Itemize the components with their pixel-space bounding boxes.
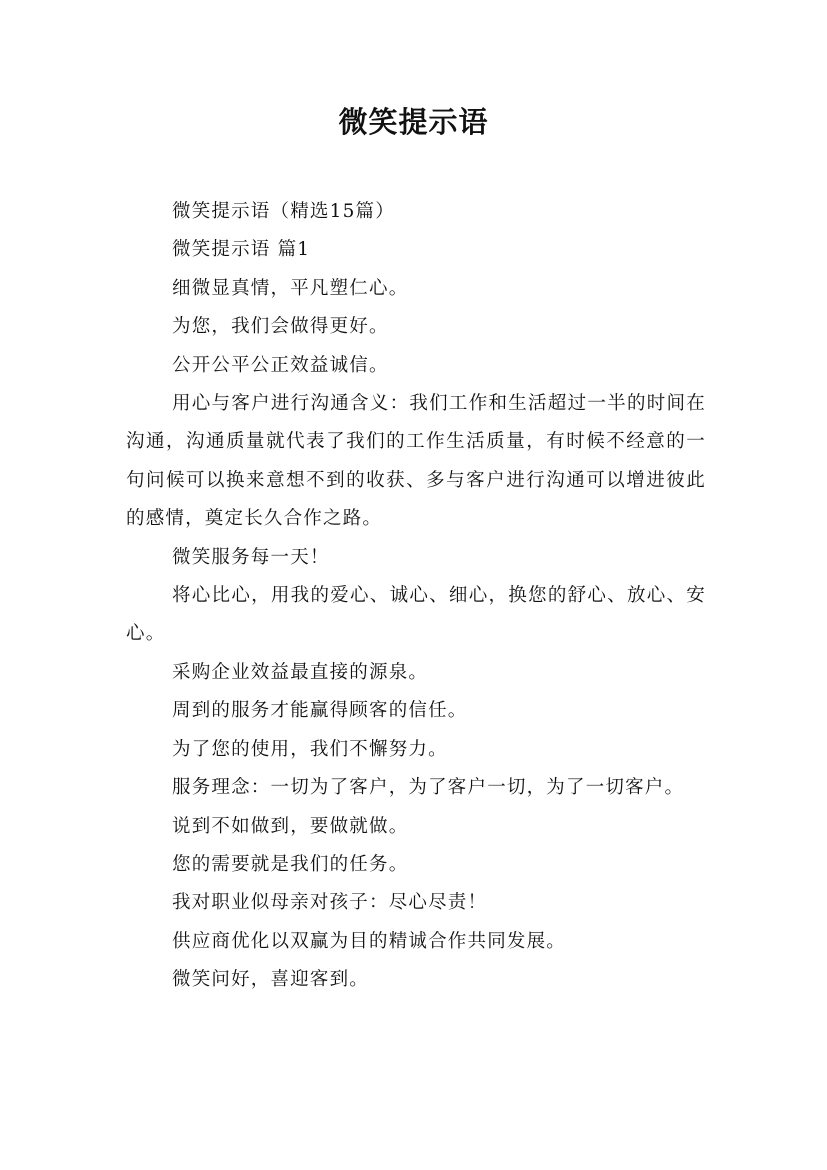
paragraph: 说到不如做到，要做就做。 <box>172 815 409 837</box>
paragraph: 微笑问好，喜迎客到。 <box>172 969 370 991</box>
paragraph: 细微显真情，平凡塑仁心。 <box>172 277 409 299</box>
paragraph: 周到的服务才能赢得顾客的信任。 <box>172 700 468 722</box>
paragraph: 公开公平公正效益诚信。 <box>172 354 389 376</box>
paragraph: 您的需要就是我们的任务。 <box>172 853 409 875</box>
paragraph: 我对职业似母亲对孩子：尽心尽责！ <box>172 892 488 914</box>
paragraph: 供应商优化以双赢为目的精诚合作共同发展。 <box>172 930 567 952</box>
paragraph: 采购企业效益最直接的源泉。 <box>172 661 429 683</box>
paragraph: 将心比心，用我的爱心、诚心、细心，换您的舒心、放心、安心。 <box>126 585 706 645</box>
document-body <box>126 193 706 1000</box>
paragraph: 为您，我们会做得更好。 <box>172 316 389 338</box>
paragraph: 用心与客户进行沟通含义：我们工作和生活超过一半的时间在沟通，沟通质量就代表了我们的工作生活质量，有时候不经意的一句问候可以换来意想不到的收获、多与客户进行沟通可以增进彼此的感情，奠定长久合作之路。 <box>126 393 706 530</box>
paragraph: 为了您的使用，我们不懈努力。 <box>172 738 448 760</box>
document-title: 微笑提示语 <box>338 105 489 139</box>
paragraph-collection-heading: 微笑提示语（精选15篇） <box>172 201 395 222</box>
paragraph: 微笑服务每一天！ <box>172 546 330 568</box>
paragraph-section-heading: 微笑提示语 篇1 <box>172 239 311 261</box>
paragraph: 服务理念：一切为了客户，为了客户一切，为了一切客户。 <box>172 777 685 799</box>
